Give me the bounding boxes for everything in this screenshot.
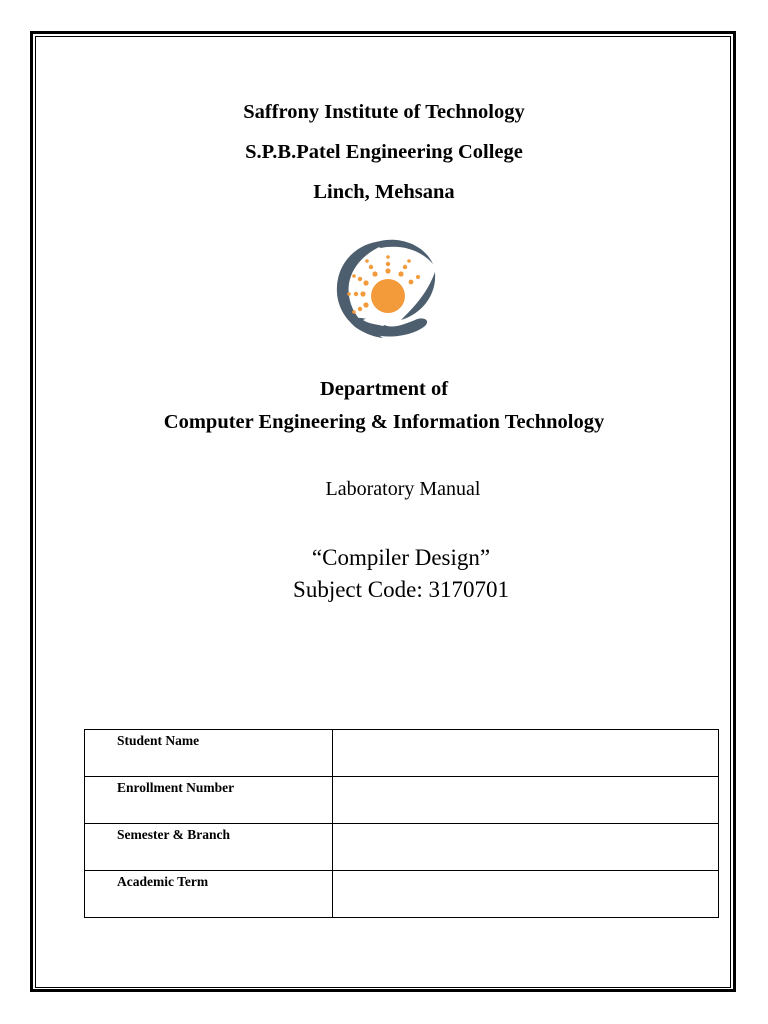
subject-code: Subject Code: 3170701 xyxy=(293,577,509,602)
saffrony-logo-icon xyxy=(331,234,441,344)
semester-branch-field[interactable] xyxy=(333,824,719,871)
manual-type: Laboratory Manual xyxy=(325,478,481,500)
table-row xyxy=(85,824,719,871)
enrollment-number-field[interactable] xyxy=(333,777,719,824)
academic-term-field[interactable] xyxy=(333,871,719,918)
table-row xyxy=(85,871,719,918)
student-name-label: Student Name xyxy=(85,730,333,777)
student-info-table xyxy=(84,729,719,918)
college-location: Linch, Mehsana xyxy=(313,181,455,203)
college-name: S.P.B.Patel Engineering College xyxy=(245,141,523,163)
enrollment-number-label: Enrollment Number xyxy=(85,777,333,824)
table-row xyxy=(85,777,719,824)
subject-title: “Compiler Design” xyxy=(311,545,491,570)
student-name-field[interactable] xyxy=(333,730,719,777)
semester-branch-label: Semester & Branch xyxy=(85,824,333,871)
table-row xyxy=(85,730,719,777)
institute-name: Saffrony Institute of Technology xyxy=(243,101,525,123)
academic-term-label: Academic Term xyxy=(85,871,333,918)
department-heading: Department of xyxy=(319,378,449,400)
department-name: Computer Engineering & Information Technology xyxy=(163,411,605,433)
